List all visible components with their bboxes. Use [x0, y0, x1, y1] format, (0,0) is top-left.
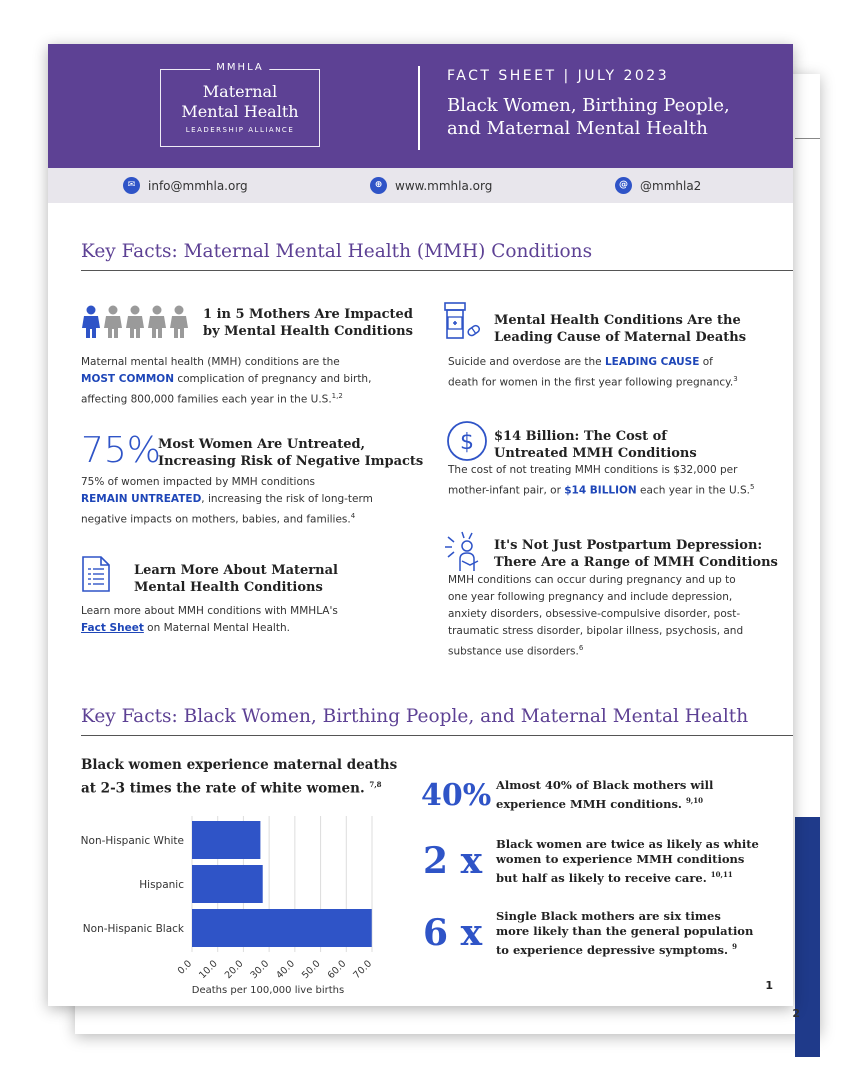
chart-bar — [192, 821, 260, 859]
title-line1: Black Women, Birthing People, — [447, 95, 730, 116]
at-icon: @ — [615, 177, 632, 194]
stat2-line1: Black women are twice as likely as white — [496, 837, 759, 851]
stat2-footnote: 10,11 — [710, 870, 733, 879]
logo-line2: Mental Health — [181, 102, 299, 121]
block1-line2: complication of pregnancy and birth, — [174, 373, 372, 385]
pill-bottle-icon — [442, 301, 484, 341]
stat3-text — [496, 909, 753, 958]
stat1-text — [496, 778, 713, 812]
stat3-line3: to experience depressive symptoms. — [496, 942, 729, 957]
back-page-rule — [795, 138, 820, 139]
block6-line4: traumatic stress disorder, bipolar illness, psychosis, and — [448, 625, 744, 637]
chart-title-line1: Black women experience maternal deaths — [81, 757, 398, 773]
distressed-person-icon — [442, 531, 486, 573]
block3-line2: on Maternal Mental Health. — [143, 622, 290, 634]
title-line2: and Maternal Mental Health — [447, 118, 708, 139]
block5-footnote: 5 — [749, 483, 755, 491]
block1-footnote: 1,2 — [331, 392, 343, 400]
chart-category-label: Non-Hispanic White — [80, 835, 184, 847]
block3-heading — [134, 562, 338, 596]
block5-heading-l2: Untreated MMH Conditions — [494, 446, 697, 461]
block5-body — [448, 462, 788, 500]
block6-heading-l1: It's Not Just Postpartum Depression: — [494, 538, 763, 553]
page-number: 1 — [765, 979, 773, 992]
block6-line5: substance use disorders. — [448, 645, 579, 658]
logo-acronym: MMHLA — [210, 62, 269, 73]
stat-2x: 2 x — [423, 840, 483, 882]
chart-title — [81, 756, 397, 799]
block2-heading-l1: Most Women Are Untreated, — [158, 437, 366, 452]
block5-line2b: each year in the U.S. — [636, 484, 750, 497]
block1-heading — [203, 306, 413, 340]
stat1-line2: experience MMH conditions. — [496, 796, 682, 811]
block2-heading — [158, 436, 423, 470]
factsheet-label: FACT SHEET | JULY 2023 — [447, 68, 670, 84]
contact-bar — [48, 168, 793, 203]
block2-footnote: 4 — [350, 512, 356, 520]
chart-tick-label: 0.0 — [175, 958, 195, 977]
block5-line1: The cost of not treating MMH conditions is $32,000 per — [448, 464, 738, 476]
back-page-stripe — [795, 817, 820, 1057]
section1-title: Key Facts: Maternal Mental Health (MMH) Conditions — [81, 241, 593, 262]
block1-heading-l1: 1 in 5 Mothers Are Impacted — [203, 307, 413, 322]
block2-line2: , increasing the risk of long-term — [201, 493, 373, 505]
block4-emphasis: LEADING CAUSE — [604, 356, 700, 368]
stat-40-percent: 40% — [421, 778, 492, 813]
stat3-line2: more likely than the general population — [496, 924, 754, 938]
stat3-footnote: 9 — [732, 942, 737, 951]
contact-social[interactable] — [615, 177, 701, 194]
block5-heading — [494, 428, 697, 462]
chart-title-line2: at 2-3 times the rate of white women. — [81, 780, 365, 797]
block2-heading-l2: Increasing Risk of Negative Impacts — [158, 454, 424, 469]
document-icon — [81, 555, 111, 593]
block3-line1: Learn more about MMH conditions with MMHLA's — [81, 605, 338, 617]
block1-emphasis: MOST COMMON — [81, 373, 174, 385]
back-page-number: 2 — [792, 1007, 800, 1020]
contact-email[interactable] — [123, 177, 248, 194]
contact-website[interactable] — [370, 177, 492, 194]
block5-emphasis: $14 BILLION — [564, 484, 637, 497]
block4-line2: death for women in the first year following pregnancy. — [448, 376, 734, 389]
chart-tick-label: 10.0 — [197, 958, 220, 982]
stat3-line1: Single Black mothers are six times — [496, 909, 721, 923]
block2-emphasis: REMAIN UNTREATED — [81, 493, 202, 505]
block1-line3: affecting 800,000 families each year in the U.S. — [81, 393, 332, 406]
globe-icon: ⊕ — [370, 177, 387, 194]
logo — [160, 62, 320, 147]
block4-heading-l2: Leading Cause of Maternal Deaths — [494, 330, 747, 345]
block6-footnote: 6 — [578, 644, 584, 652]
block1-body — [81, 354, 411, 409]
document-title — [447, 94, 730, 140]
block3-heading-l2: Mental Health Conditions — [134, 580, 323, 595]
front-page — [48, 44, 793, 1006]
block6-line1: MMH conditions can occur during pregnancy and up to — [448, 574, 736, 586]
section1-rule — [81, 270, 793, 271]
chart-tick-label: 30.0 — [248, 958, 272, 982]
block2-line1: 75% of women impacted by MMH conditions — [81, 476, 316, 488]
header-banner — [48, 44, 793, 168]
block5-heading-l1: $14 Billion: The Cost of — [494, 429, 667, 444]
chart-x-axis-label: Deaths per 100,000 live births — [191, 985, 345, 996]
block6-body — [448, 572, 793, 661]
block6-heading — [494, 537, 778, 571]
stat1-footnote: 9,10 — [685, 796, 703, 805]
fact-sheet-link[interactable]: Fact Sheet — [81, 622, 144, 634]
website-text: www.mmhla.org — [395, 178, 493, 193]
header-divider — [418, 66, 420, 150]
block5-line2: mother-infant pair, or — [448, 484, 565, 497]
chart-category-label: Non-Hispanic Black — [82, 923, 184, 935]
social-text: @mmhla2 — [640, 178, 702, 193]
dollar-icon — [446, 420, 488, 462]
chart-tick-label: 70.0 — [351, 958, 375, 982]
block2-line3: negative impacts on mothers, babies, and families. — [81, 513, 351, 526]
block4-body — [448, 354, 788, 392]
stat-75-percent: 75% — [81, 430, 162, 471]
chart-category-label: Hispanic — [139, 879, 184, 891]
block4-line1: Suicide and overdose are the — [448, 356, 605, 368]
section2-title: Key Facts: Black Women, Birthing People, and Maternal Mental Health — [81, 706, 749, 727]
block1-heading-l2: by Mental Health Conditions — [203, 324, 413, 339]
block3-heading-l1: Learn More About Maternal — [134, 563, 338, 578]
block6-line3: anxiety disorders, obsessive-compulsive disorder, post- — [448, 608, 741, 620]
block4-line1b: of — [699, 356, 713, 368]
stat1-line1: Almost 40% of Black mothers will — [496, 778, 714, 792]
block2-body — [81, 474, 421, 529]
block1-line1: Maternal mental health (MMH) conditions are the — [81, 356, 340, 368]
chart-tick-label: 20.0 — [222, 958, 246, 982]
logo-subtitle: LEADERSHIP ALLIANCE — [185, 126, 295, 134]
section2-rule — [81, 735, 793, 736]
logo-line1: Maternal — [202, 82, 278, 101]
block6-heading-l2: There Are a Range of MMH Conditions — [494, 555, 778, 570]
block4-heading-l1: Mental Health Conditions Are the — [494, 313, 741, 328]
stat2-text — [496, 837, 759, 886]
block4-heading — [494, 312, 746, 346]
svg-text:$: $ — [460, 430, 474, 455]
block4-footnote: 3 — [733, 375, 738, 383]
chart-tick-label: 40.0 — [274, 958, 297, 982]
block6-line2: one year following pregnancy and include depression, — [448, 591, 733, 603]
women-figures-icon — [81, 305, 191, 339]
chart-tick-label: 60.0 — [325, 958, 349, 982]
stat2-line2: women to experience MMH conditions — [496, 852, 745, 866]
email-text: info@mmhla.org — [148, 178, 248, 193]
stat-6x: 6 x — [423, 912, 483, 954]
chart-bar — [192, 909, 372, 947]
maternal-death-rate-chart — [48, 804, 393, 999]
stat2-line3: but half as likely to receive care. — [496, 870, 707, 885]
chart-bar — [192, 865, 263, 903]
block3-body — [81, 603, 411, 637]
chart-title-footnote: 7,8 — [369, 780, 382, 789]
email-icon: ✉ — [123, 177, 140, 194]
chart-tick-label: 50.0 — [299, 958, 323, 982]
